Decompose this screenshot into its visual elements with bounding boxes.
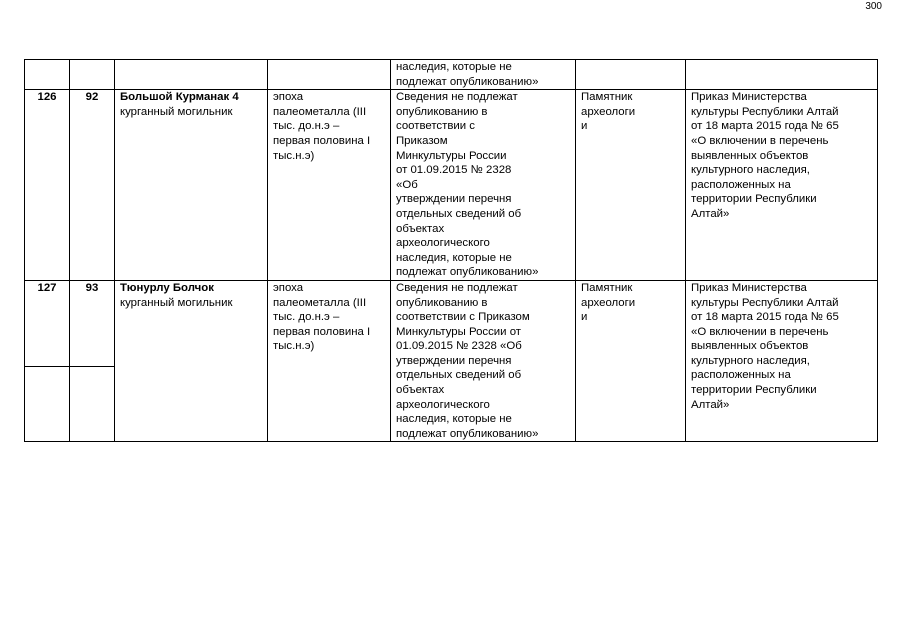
cell-line: соответствии с — [396, 120, 475, 133]
category-cell — [576, 90, 686, 281]
cell-line: тыс. до.н.э – — [273, 311, 340, 324]
page-number: 300 — [865, 1, 882, 12]
cell-line: от 18 марта 2015 года № 65 — [691, 120, 839, 133]
table-row — [25, 280, 878, 367]
cell-line: палеометалла (III — [273, 105, 367, 118]
location-cell — [391, 90, 576, 281]
reg-number-cell: 127 — [25, 280, 70, 367]
cell-line: выявленных объектов — [691, 149, 809, 162]
empty-cell — [268, 60, 391, 90]
cell-line: эпоха — [273, 281, 304, 294]
cell-line: от 18 марта 2015 года № 65 — [691, 311, 839, 324]
object-type: курганный могильник — [120, 296, 233, 309]
cell-line: отдельных сведений об — [396, 369, 522, 382]
cell-line: Приказ Министерства — [691, 91, 807, 104]
cell-line: утверждении перечня — [396, 193, 512, 206]
empty-cell — [115, 60, 268, 90]
document-cell — [686, 280, 878, 442]
location-cell — [391, 280, 576, 442]
cell-line: подлежат опубликованию» — [396, 266, 539, 279]
empty-cell — [25, 60, 70, 90]
category-cell — [576, 280, 686, 442]
cell-line: и — [581, 120, 588, 133]
location-cell — [391, 60, 576, 90]
cell-line: тыс. до.н.э – — [273, 120, 340, 133]
cell-line: объектах — [396, 222, 445, 235]
object-type: курганный могильник — [120, 105, 233, 118]
object-name-cell — [115, 280, 268, 442]
heritage-registry-table — [24, 59, 878, 442]
dating-cell — [268, 90, 391, 281]
empty-cell — [70, 60, 115, 90]
cell-line: Сведения не подлежат — [396, 91, 518, 104]
object-name: Тюнурлу Болчок — [120, 281, 214, 294]
cell-line: палеометалла (III — [273, 296, 367, 309]
cell-line: археологи — [581, 296, 636, 309]
cell-line: утверждении перечня — [396, 354, 512, 367]
cell-line: археологи — [581, 105, 636, 118]
cell-line: первая половина I — [273, 134, 371, 147]
cell-line: Памятник — [581, 91, 633, 104]
cell-line: объектах — [396, 384, 445, 397]
cell-line: Минкультуры России от — [396, 325, 522, 338]
cell-line: Приказ Министерства — [691, 281, 807, 294]
cell-line: «О включении в перечень — [691, 325, 829, 338]
cell-line: и — [581, 311, 588, 324]
cell-line: Алтай» — [691, 207, 730, 220]
cell-line: расположенных на — [691, 178, 791, 191]
empty-cell — [686, 60, 878, 90]
reg-number-cell: 126 — [25, 90, 70, 281]
cell-line: первая половина I — [273, 325, 371, 338]
cell-line: культурного наследия, — [691, 164, 810, 177]
cell-line: «Об — [396, 178, 418, 191]
dating-cell — [268, 280, 391, 442]
empty-cell — [576, 60, 686, 90]
cell-line: археологического — [396, 398, 490, 411]
cell-line: расположенных на — [691, 369, 791, 382]
cell-line: тыс.н.э) — [273, 340, 315, 353]
empty-cell — [70, 367, 115, 442]
cell-line: Приказом — [396, 134, 448, 147]
document-cell — [686, 90, 878, 281]
object-number-cell: 93 — [70, 280, 115, 367]
cell-line: археологического — [396, 237, 490, 250]
cell-line: подлежат опубликованию» — [396, 427, 539, 440]
cell-line: Минкультуры России — [396, 149, 507, 162]
cell-line: выявленных объектов — [691, 340, 809, 353]
table-row — [25, 90, 878, 281]
cell-line: опубликованию в — [396, 296, 488, 309]
cell-line: культуры Республики Алтай — [691, 296, 839, 309]
cell-line: культуры Республики Алтай — [691, 105, 839, 118]
continuation-row — [25, 60, 878, 90]
cell-line: подлежат опубликованию» — [396, 75, 539, 88]
object-number-cell: 92 — [70, 90, 115, 281]
cell-line: Сведения не подлежат — [396, 281, 518, 294]
cell-line: опубликованию в — [396, 105, 488, 118]
cell-line: «О включении в перечень — [691, 134, 829, 147]
cell-line: отдельных сведений об — [396, 207, 522, 220]
cell-line: 01.09.2015 № 2328 «Об — [396, 340, 522, 353]
cell-line: культурного наследия, — [691, 354, 810, 367]
cell-line: наследия, которые не — [396, 61, 512, 73]
cell-line: наследия, которые не — [396, 251, 512, 264]
cell-line: территории Республики — [691, 384, 817, 397]
cell-line: наследия, которые не — [396, 413, 512, 426]
cell-line: от 01.09.2015 № 2328 — [396, 164, 512, 177]
cell-line: территории Республики — [691, 193, 817, 206]
empty-cell — [25, 367, 70, 442]
cell-line: Алтай» — [691, 398, 730, 411]
cell-line: эпоха — [273, 91, 304, 104]
cell-line: Памятник — [581, 281, 633, 294]
object-name-cell — [115, 90, 268, 281]
cell-line: тыс.н.э) — [273, 149, 315, 162]
object-name: Большой Курманак 4 — [120, 91, 239, 104]
cell-line: соответствии с Приказом — [396, 311, 530, 324]
